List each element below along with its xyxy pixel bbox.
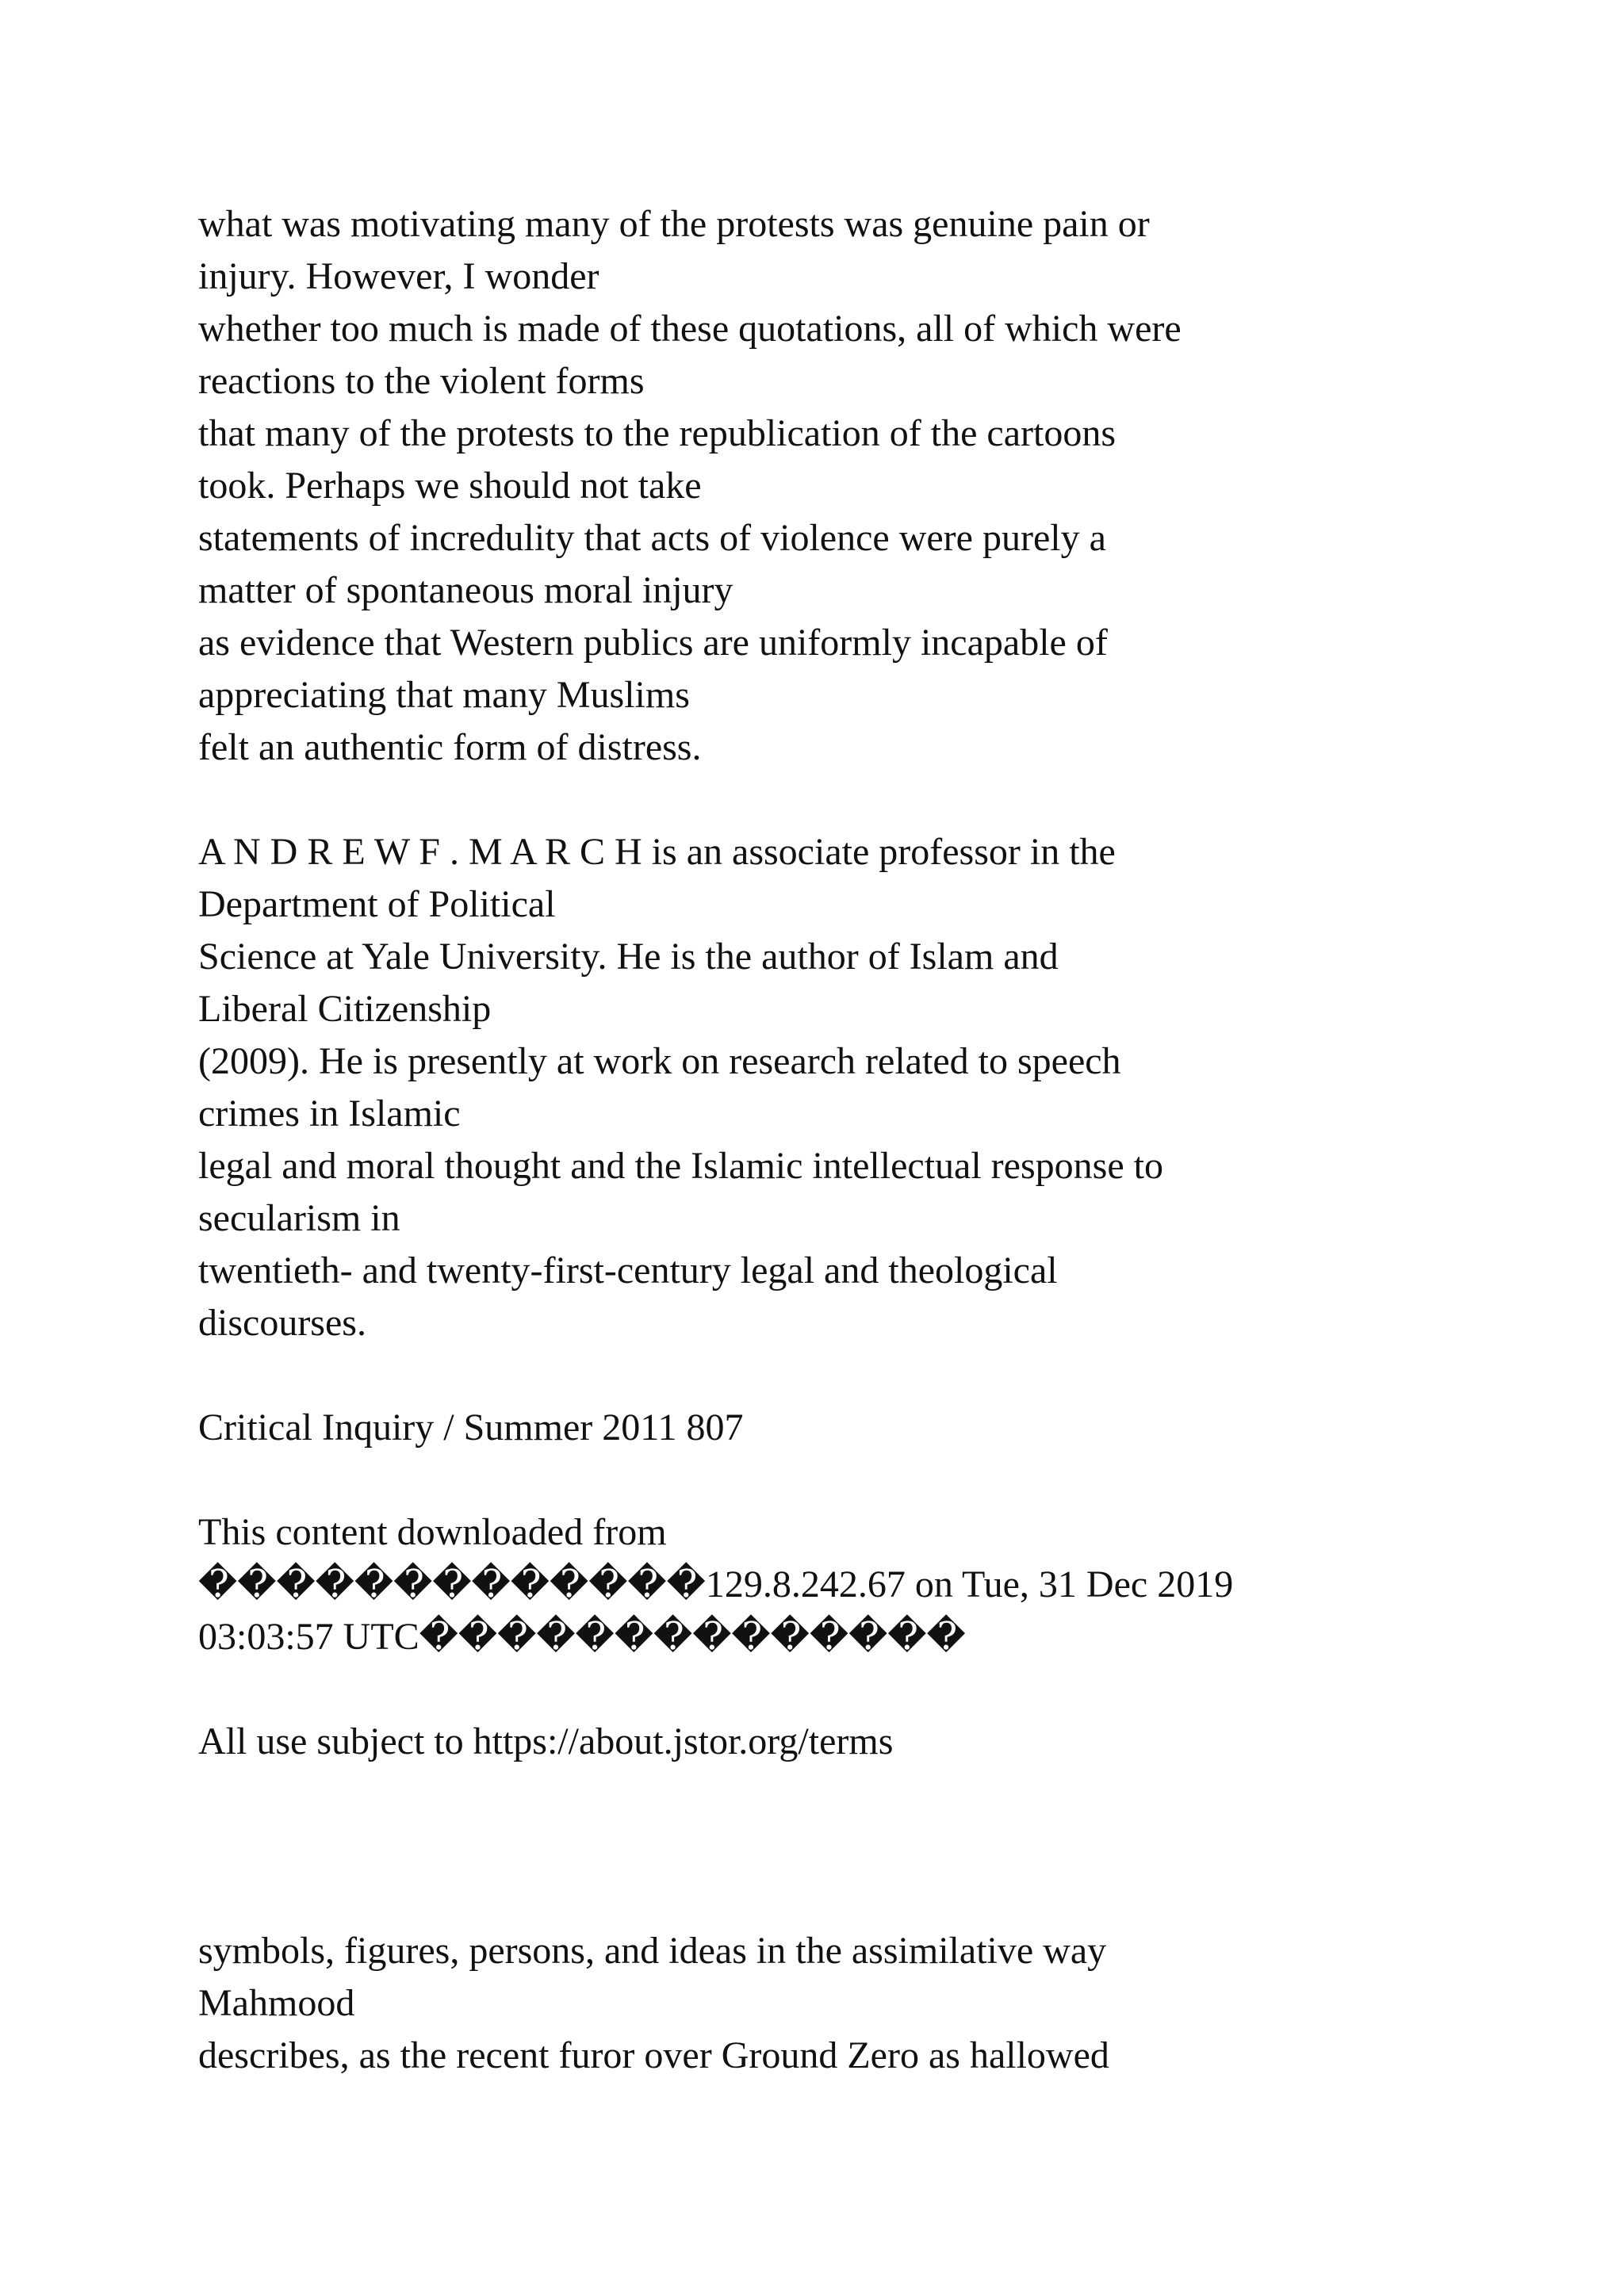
text-line: statements of incredulity that acts of violence were purely a bbox=[198, 517, 1106, 559]
author-bio-line: Science at Yale University. He is the author of Islam and bbox=[198, 936, 1059, 978]
text-line: symbols, figures, persons, and ideas in the assimilative way bbox=[198, 1930, 1107, 1972]
text-line: as evidence that Western publics are uniformly incapable of bbox=[198, 622, 1108, 664]
author-bio-line: legal and moral thought and the Islamic intellectual response to bbox=[198, 1145, 1163, 1187]
text-line: what was motivating many of the protests was genuine pain or bbox=[198, 203, 1150, 245]
author-bio-line: twentieth- and twenty-first-century legal and theological bbox=[198, 1249, 1058, 1292]
download-notice-line: 03:03:57 UTC�������������� bbox=[198, 1616, 966, 1658]
author-bio-line: crimes in Islamic bbox=[198, 1093, 461, 1135]
author-bio-line: discourses. bbox=[198, 1302, 366, 1344]
text-line: felt an authentic form of distress. bbox=[198, 726, 702, 768]
author-bio-line: A N D R E W F . M A R C H is an associate professor in the bbox=[198, 831, 1116, 873]
journal-footer: Critical Inquiry / Summer 2011 807 bbox=[198, 1406, 744, 1448]
text-line: matter of spontaneous moral injury bbox=[198, 569, 733, 611]
author-bio-line: (2009). He is presently at work on research related to speech bbox=[198, 1040, 1121, 1082]
text-line: that many of the protests to the republication of the cartoons bbox=[198, 412, 1116, 454]
terms-notice: All use subject to https://about.jstor.org/terms bbox=[198, 1720, 894, 1762]
text-line: whether too much is made of these quotations, all of which were bbox=[198, 308, 1182, 350]
text-line: describes, as the recent furor over Ground Zero as hallowed bbox=[198, 2034, 1109, 2076]
download-notice-line: �������������129.8.242.67 on Tue, 31 Dec 2019 bbox=[198, 1563, 1234, 1605]
text-line: reactions to the violent forms bbox=[198, 360, 645, 402]
author-bio-line: Department of Political bbox=[198, 883, 556, 925]
text-line: injury. However, I wonder bbox=[198, 255, 599, 297]
text-line: Mahmood bbox=[198, 1982, 355, 2024]
text-line: took. Perhaps we should not take bbox=[198, 465, 702, 507]
author-bio-line: secularism in bbox=[198, 1197, 400, 1239]
text-line: appreciating that many Muslims bbox=[198, 674, 690, 716]
download-notice-line: This content downloaded from bbox=[198, 1511, 667, 1553]
author-bio-line: Liberal Citizenship bbox=[198, 988, 492, 1030]
